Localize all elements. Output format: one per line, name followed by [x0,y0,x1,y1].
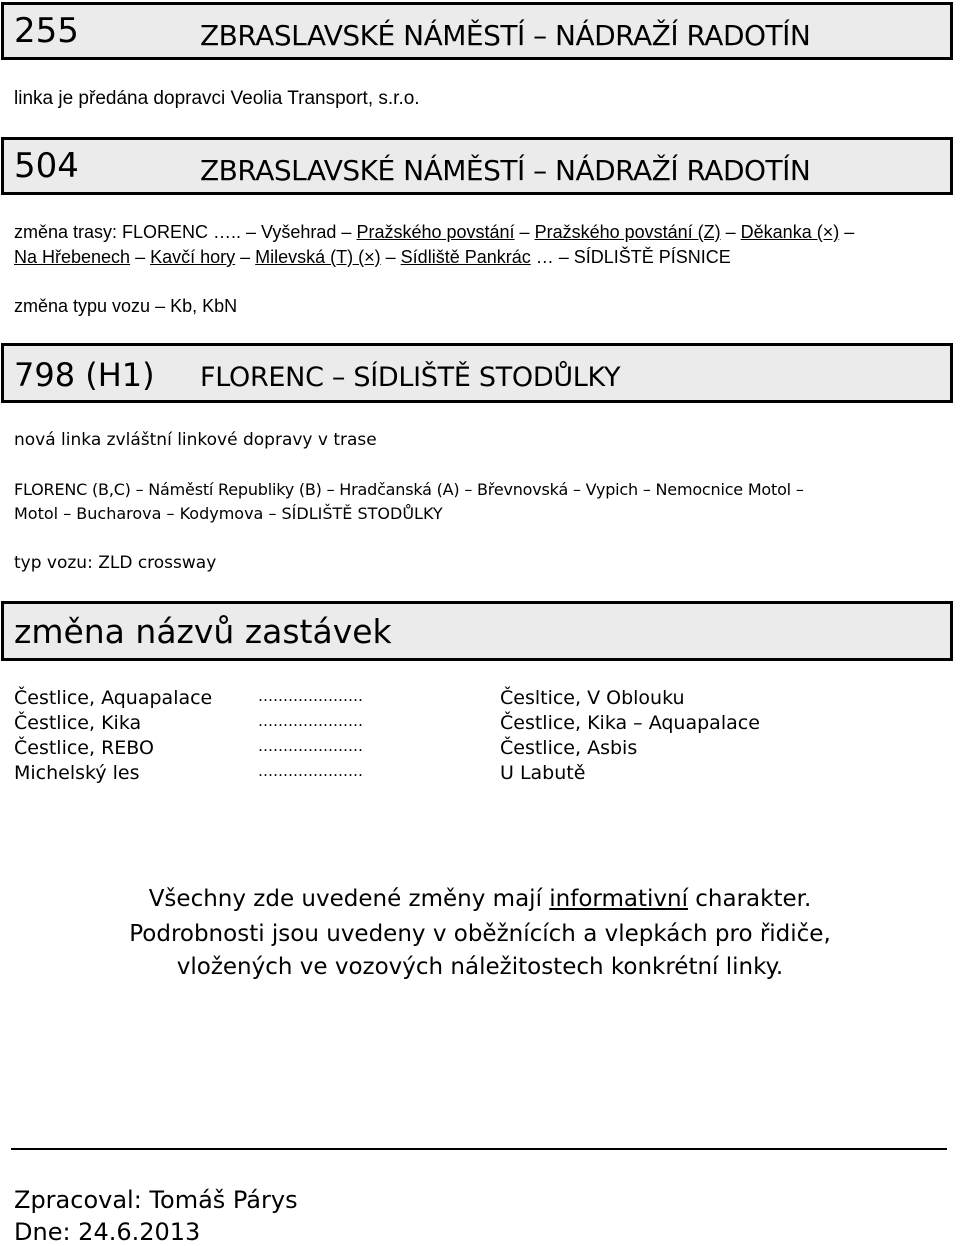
stop-renames-header [1,601,953,661]
old-stop-name: Čestlice, Kika [14,712,142,734]
prepared-by: Zpracoval: Tomáš Párys [14,1186,298,1214]
date: Dne: 24.6.2013 [14,1218,201,1246]
line-798-route-line-1: FLORENC (B,C) – Náměstí Republiky (B) – Hradčanská (A) – Břevnovská – Vypich – Nemocnice Motol – [14,480,804,499]
old-stop-name: Čestlice, Aquapalace [14,687,213,709]
notice-line-2: Podrobnosti jsou uvedeny v oběžnících a vlepkách pro řidiče, [129,921,831,947]
line-504-header [1,137,953,195]
new-stop-name: Čestlice, Kika – Aquapalace [500,712,760,734]
line-798-vehicle-type: typ vozu: ZLD crossway [14,553,217,573]
leader-dots: ………………… [258,687,363,705]
leader-dots: ………………… [258,712,363,730]
line-255-note: linka je předána dopravci Veolia Transport, s.r.o. [14,88,420,109]
new-stop-name: Čestlice, Asbis [500,737,638,759]
notice-line-3: vložených ve vozových náležitostech konkrétní linky. [176,954,784,980]
line-number: 255 [14,11,79,51]
line-798-note: nová linka zvláštní linkové dopravy v trase [14,430,377,450]
line-504-route-line-2: Na Hřebenech – Kavčí hory – Milevská (T) (×) – Sídliště Pankrác … – SÍDLIŠTĚ PÍSNICE [14,247,731,267]
line-number: 798 (H1) [14,356,155,394]
new-stop-name: U Labutě [500,762,586,784]
leader-dots: ………………… [258,737,363,755]
notice-line-1: Všechny zde uvedené změny mají informativní charakter. [148,886,812,912]
line-title: ZBRASLAVSKÉ NÁMĚSTÍ – NÁDRAŽÍ RADOTÍN [200,19,811,52]
new-stop-name: Česltice, V Oblouku [500,687,685,709]
line-number: 504 [14,146,79,186]
footer-divider [11,1148,947,1150]
line-title: FLORENC – SÍDLIŠTĚ STODŮLKY [200,362,621,393]
line-504-vehicle-change: změna typu vozu – Kb, KbN [14,296,238,316]
leader-dots: ………………… [258,762,363,780]
line-798-header [1,343,953,403]
line-798-route-line-2: Motol – Bucharova – Kodymova – SÍDLIŠTĚ STODŮLKY [14,504,443,523]
old-stop-name: Čestlice, REBO [14,737,154,759]
line-title: ZBRASLAVSKÉ NÁMĚSTÍ – NÁDRAŽÍ RADOTÍN [200,154,811,187]
line-255-header [1,2,953,60]
stop-renames-heading: změna názvů zastávek [14,612,392,651]
line-504-route-line-1: změna trasy: FLORENC ….. – Vyšehrad – Pražského povstání – Pražského povstání (Z) – Děkanka (×) – [14,222,855,242]
notice-emphasis: informativní [549,886,688,912]
old-stop-name: Michelský les [14,762,140,784]
